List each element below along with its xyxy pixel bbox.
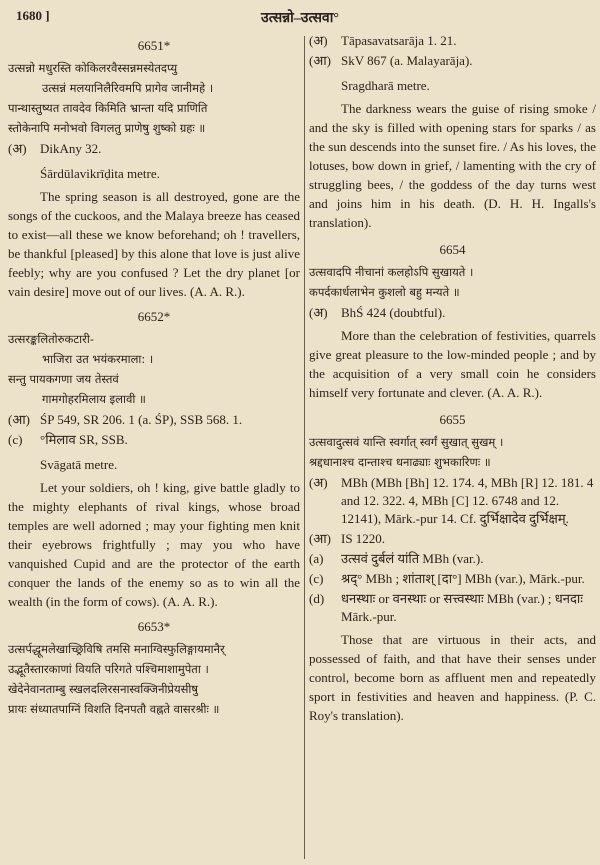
sanskrit-line: भाजिरा उत भयंकरमाला: । — [42, 352, 154, 366]
sanskrit-line: उत्सर्पद्धूमलेखाच्छ्रिविषि तमसि मनाग्विस्फुलिङ्गायमानैर् — [8, 642, 225, 656]
sanskrit-line: गामगोहरमिलाय इलावी ॥ — [42, 392, 146, 406]
source-reference — [309, 32, 596, 50]
ref-mark: (अ) — [309, 305, 328, 320]
sanskrit-line: उद्भूतैस्तारकाणां वियति परिगते पश्चिमाशामुपेता । — [8, 662, 209, 676]
ref-mark: (d) — [309, 591, 325, 606]
variant-reading — [309, 590, 596, 626]
sanskrit-line: खेदेनेवानताम्बु स्खलदलिरसनास्वक्जिनीप्रेयसीषु — [8, 682, 199, 696]
ref-mark: (आ) — [8, 412, 30, 427]
sanskrit-line: प्रायः संध्यातपाग्निं विशति दिनपतौ वह्नते वासरश्रीः ॥ — [8, 702, 220, 716]
ref-text: DikAny 32. — [40, 141, 102, 156]
sanskrit-line: उत्सवादपि नीचानां कलहोऽपि सुखायते । — [309, 265, 474, 279]
verse-number: 6652* — [137, 309, 171, 324]
ref-mark: (आ) — [309, 531, 331, 546]
ref-text: श्रद्° MBh ; शांताश् [दा°] MBh (var.), Mārk.-pur. — [341, 571, 585, 586]
ref-text: धनस्थाः or वनस्थाः or सत्त्वस्थाः MBh (var.) ; धनदाः Mārk.-pur. — [341, 591, 583, 624]
ref-mark: (आ) — [309, 53, 331, 68]
right-column — [309, 30, 596, 865]
ref-text: MBh (MBh [Bh] 12. 174. 4, MBh [R] 12. 181. 4 and 12. 322. 4, MBh [C] 12. 6748 and 12. 12141), Mārk.-pur 14. Cf. दुर्भिक्षादेव दुर्भिक्षम्. — [341, 475, 594, 526]
verse-number: 6653* — [137, 619, 171, 634]
ref-mark: (अ) — [8, 141, 27, 156]
metre-note: Śārdūlavikrīḍita metre. — [40, 166, 160, 181]
sanskrit-line: कपर्दकार्धलाभेन कुशलो बहु मन्यते ॥ — [309, 285, 460, 299]
ref-text: °मिलाव SR, SSB. — [40, 432, 128, 447]
left-column — [8, 30, 300, 865]
sanskrit-line: स्तोकेनापि मनोभवो विगलतु प्राणेषु शुष्को ग्रहः ॥ — [8, 121, 206, 135]
source-reference — [309, 474, 596, 528]
sanskrit-line: उत्सवादुत्सवं यान्ति स्वर्गात् स्वर्गं सुखात् सुखम् । — [309, 435, 504, 449]
page-header — [16, 8, 584, 30]
ref-mark: (अ) — [309, 33, 328, 48]
sanskrit-line: उत्सन्नं मलयानिलैरिवमपि प्रागेव जानीमहे । — [42, 81, 214, 95]
sanskrit-line: पान्थास्तुष्यत तावदेव किमिति भ्रान्ता यदि प्राणिति — [8, 101, 208, 115]
ref-mark: (c) — [309, 571, 324, 586]
source-reference — [309, 304, 596, 322]
translation: Let your soldiers, oh ! king, give battle gladly to the mighty elephants of rival kings, whose broad temples are well adorned ; may your fighting men knit their eyebrows frightfully ; may you who have vanquished Cupid and are the protector of the earth conquer the lands of the enemy so as to win all the wealth (in the form of cows). (A. A. R.). — [8, 480, 300, 609]
verse-number: 6654 — [439, 242, 466, 257]
ref-mark: (अ) — [309, 475, 328, 490]
variant-reading — [309, 550, 596, 568]
sanskrit-line: श्रद्दधानाश्च दान्ताश्च धनाढ्याः शुभकारिणः ॥ — [309, 455, 491, 469]
sanskrit-line: उत्सन्नो मधुरस्ति कोकिलरवैस्सन्नमस्येतदप्यु — [8, 61, 178, 75]
variant-reading — [309, 570, 596, 588]
variant-reading — [8, 431, 300, 449]
translation: The spring season is all destroyed, gone are the songs of the cuckoos, and the Malaya breeze has ceased to exist—all these we know beforehand; oh ! travellers, be thankful [pleased] by this alone that love is just alive feebly; why are you confused ? Let the dry planet [or vain desire] move out of our lives. (A. A. R.). — [8, 189, 300, 299]
running-title: उत्सन्नो–उत्सवा° — [261, 11, 339, 26]
ref-text: Tāpasavatsarāja 1. 21. — [341, 33, 457, 48]
translation: More than the celebration of festivities, quarrels give great pleasure to the low-minded people ; and by the acquisition of a very small coin he considers himself very fortunate and clever. (A. A. R.). — [309, 328, 596, 400]
ref-mark: (a) — [309, 551, 324, 566]
metre-note: Sragdharā metre. — [341, 78, 430, 93]
verse-number: 6651* — [137, 38, 171, 53]
ref-text: IS 1220. — [341, 531, 386, 546]
translation: Those that are virtuous in their acts, and possessed of faith, and that have their senses under control, become born as affluent men and repeatedly sport in festivities and heaven and happiness. (P. C. Roy's translation). — [309, 632, 596, 723]
sanskrit-line: उत्सरङ्कलितोरुकटारी- — [8, 332, 94, 346]
ref-text: ŚP 549, SR 206. 1 (a. ŚP), SSB 568. 1. — [40, 412, 243, 427]
ref-text: उत्सवं दुर्बलं यांति MBh (var.). — [341, 551, 484, 566]
verse-number: 6655 — [439, 412, 466, 427]
ref-text: BhŚ 424 (doubtful). — [341, 305, 446, 320]
metre-note: Svāgatā metre. — [40, 457, 118, 472]
translation: The darkness wears the guise of rising smoke / and the sky is filled with opening stars for sparks / as the sun descends into the sunset fire. / As his loves, the lotuses, bow down in grief, / lamenting with the cry of struggling bees, / the goddess of the day turns west and joins him in his death. (D. H. H. Ingalls's translation). — [309, 101, 596, 230]
source-reference — [8, 140, 300, 158]
ref-text: SkV 867 (a. Malayarāja). — [341, 53, 473, 68]
source-reference — [309, 52, 596, 70]
source-reference — [309, 530, 596, 548]
ref-mark: (c) — [8, 432, 23, 447]
column-divider — [304, 36, 305, 859]
page-number: 1680 ] — [16, 8, 50, 23]
source-reference — [8, 411, 300, 429]
sanskrit-line: सन्तु पायकगणा जय तेस्तवं — [8, 372, 119, 386]
